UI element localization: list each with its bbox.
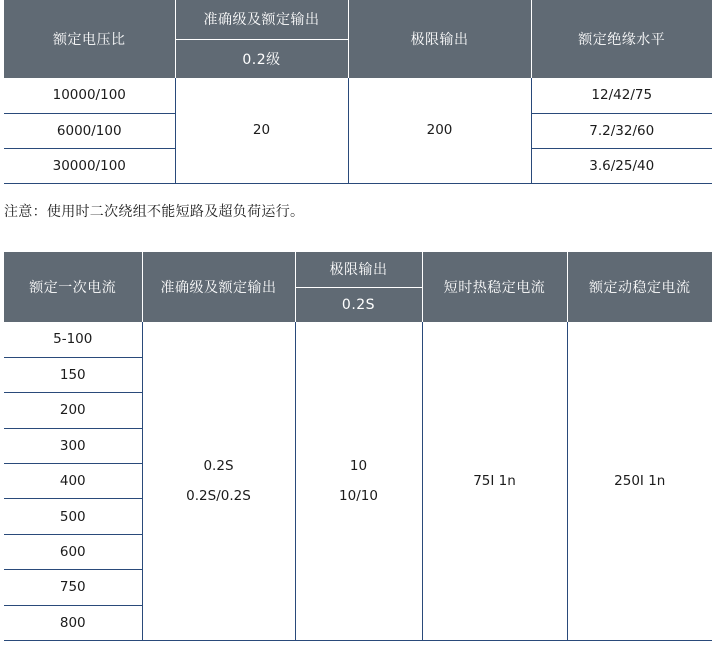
cell-insulation: 3.6/25/40 bbox=[531, 148, 712, 183]
header-accuracy-class: 0.2级 bbox=[175, 39, 348, 78]
primary-current-table bbox=[4, 252, 712, 641]
header-accuracy-class-output: 准确级及额定输出 bbox=[175, 0, 348, 39]
limit-value-2: 10/10 bbox=[339, 488, 378, 504]
cell-primary-current: 750 bbox=[4, 570, 142, 605]
cell-thermal-current: 75I 1n bbox=[422, 322, 567, 641]
limit-value-1: 10 bbox=[349, 458, 368, 474]
header-limit-output: 极限输出 bbox=[295, 252, 422, 287]
cell-ratio: 30000/100 bbox=[4, 148, 175, 183]
accuracy-value-2: 0.2S/0.2S bbox=[186, 488, 251, 504]
header-rated-dynamic-current: 额定动稳定电流 bbox=[567, 252, 712, 322]
header-short-time-thermal-current: 短时热稳定电流 bbox=[422, 252, 567, 322]
accuracy-value-1: 0.2S bbox=[203, 458, 234, 474]
cell-primary-current: 600 bbox=[4, 534, 142, 569]
cell-accuracy-output bbox=[142, 322, 295, 641]
cell-primary-current: 800 bbox=[4, 605, 142, 640]
voltage-ratio-table bbox=[4, 0, 712, 184]
header-limit-output: 极限输出 bbox=[348, 0, 531, 78]
header-rated-primary-current: 额定一次电流 bbox=[4, 252, 142, 322]
header-limit-class: 0.2S bbox=[295, 287, 422, 322]
cell-ratio: 6000/100 bbox=[4, 113, 175, 148]
cell-insulation: 7.2/32/60 bbox=[531, 113, 712, 148]
header-insulation-level: 额定绝缘水平 bbox=[531, 0, 712, 78]
cell-primary-current: 200 bbox=[4, 393, 142, 428]
cell-dynamic-current: 250I 1n bbox=[567, 322, 712, 641]
cell-limit-output bbox=[295, 322, 422, 641]
cell-rated-output: 20 bbox=[175, 78, 348, 183]
cell-insulation: 12/42/75 bbox=[531, 78, 712, 113]
cell-primary-current: 400 bbox=[4, 464, 142, 499]
cell-primary-current: 500 bbox=[4, 499, 142, 534]
cell-limit-output: 200 bbox=[348, 78, 531, 183]
cell-ratio: 10000/100 bbox=[4, 78, 175, 113]
cell-primary-current: 150 bbox=[4, 357, 142, 392]
usage-note: 注意：使用时二次绕组不能短路及超负荷运行。 bbox=[4, 204, 305, 220]
header-rated-ratio: 额定电压比 bbox=[4, 0, 175, 78]
cell-primary-current: 300 bbox=[4, 428, 142, 463]
cell-primary-current: 5-100 bbox=[4, 322, 142, 357]
header-accuracy-class-output: 准确级及额定输出 bbox=[142, 252, 295, 322]
